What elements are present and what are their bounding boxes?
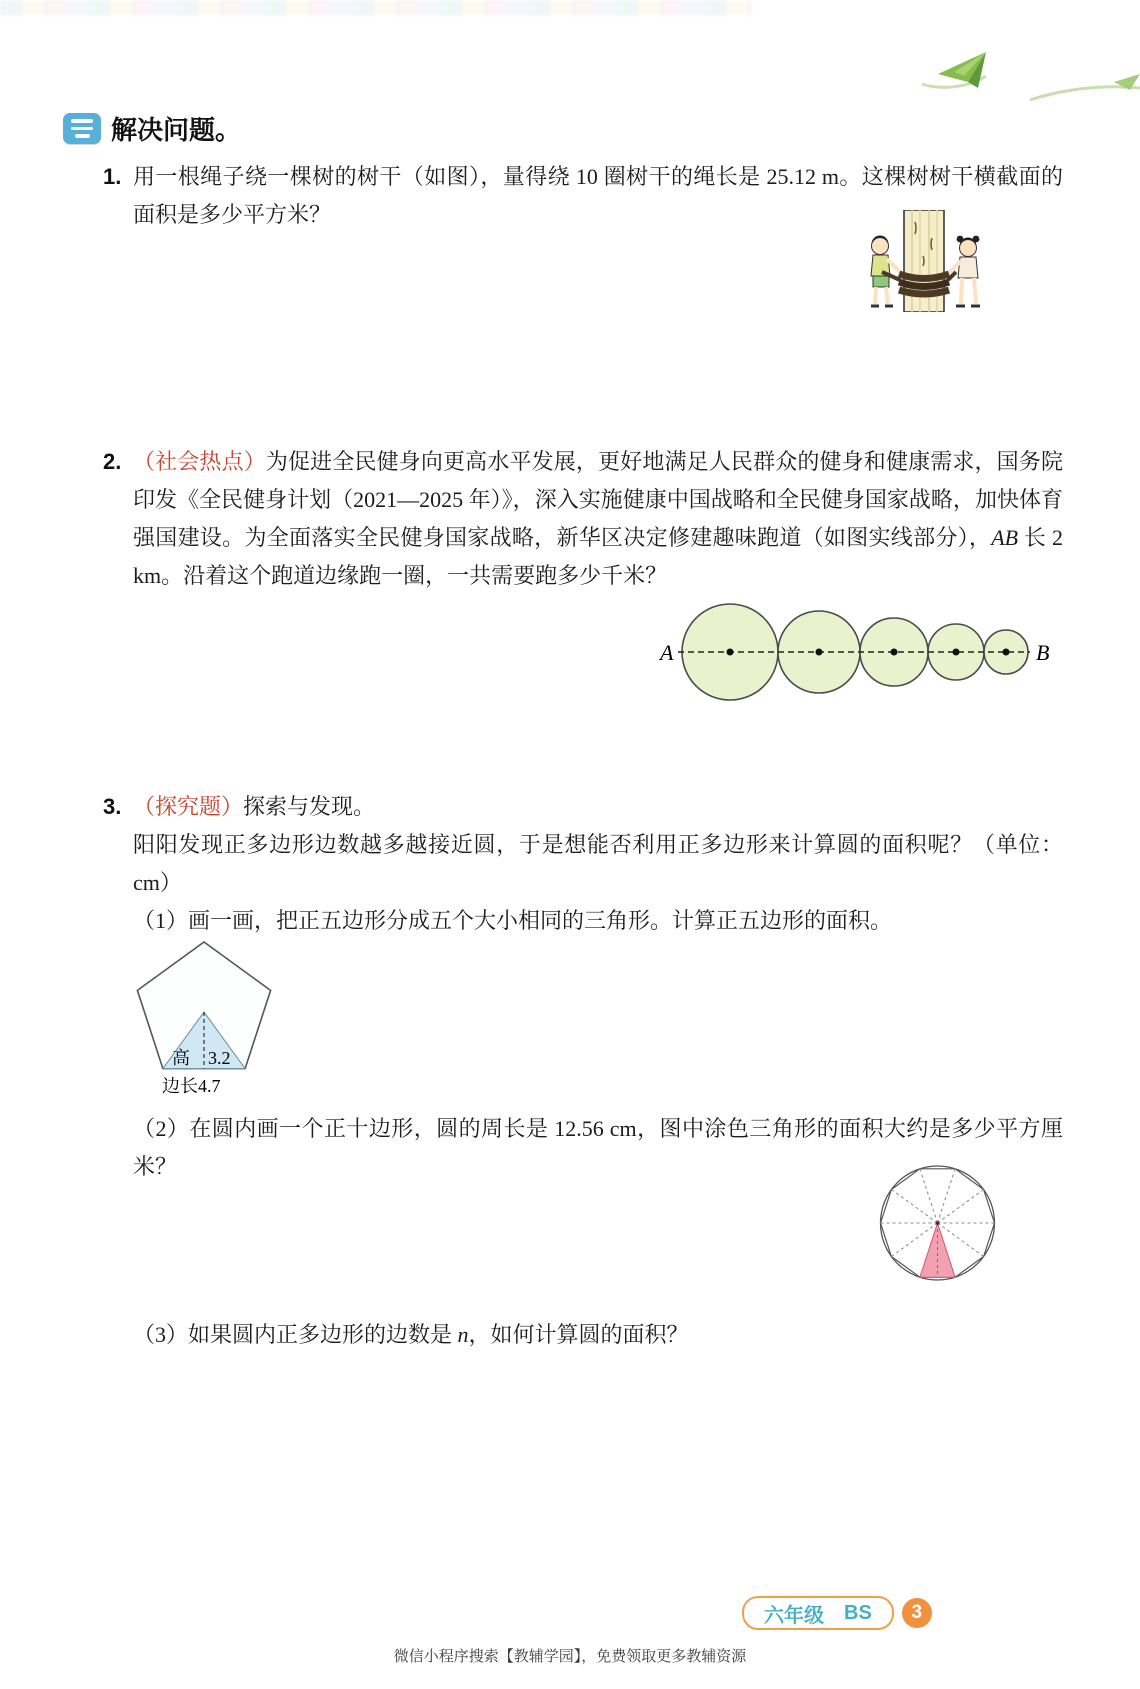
grade-edition-badge — [742, 1596, 894, 1630]
question-3-heading — [133, 788, 1063, 826]
decagon-circle-figure — [875, 1163, 1000, 1288]
question-3-title: 探索与发现。 — [243, 794, 376, 819]
question-3-part3-text — [133, 1316, 1063, 1354]
part3-after: ，如何计算圆的面积？ — [468, 1322, 689, 1347]
section-marker-icon — [63, 113, 101, 144]
question-2-tag: （社会热点） — [133, 449, 266, 474]
grade-label: 六年级 — [764, 1604, 824, 1627]
center-dot-2 — [816, 649, 823, 656]
question-2-text-before: 为促进全民健身向更高水平发展，更好地满足人民群众的健身和健康需求，国务院印发《全民健身计划（2021—2025 年）》，深入实施健康中国战略和全民健身国家战略，加快体育强国建设。为全面落实全民健身国家战略，新华区决定修建趣味跑道（如图实线部分）， — [133, 449, 1063, 550]
question-1-text: 用一根绳子绕一棵树的树干（如图），量得绕 10 圈树干的绳长是 25.12 m。这棵树树干横截面的面积是多少平方米？ — [133, 164, 1063, 227]
question-2-ab-var: AB — [991, 525, 1019, 550]
decagon-center-dot — [936, 1221, 940, 1225]
point-b-label: B — [1036, 640, 1050, 665]
section-title: 解决问题。 — [111, 115, 242, 145]
point-a-label: A — [660, 640, 674, 665]
height-value: 3.2 — [208, 1048, 231, 1068]
section-header — [63, 110, 241, 147]
question-2-text — [133, 443, 1063, 595]
footer — [742, 1596, 932, 1630]
question-3-tag: （探究题） — [133, 794, 244, 819]
question-2 — [103, 443, 1063, 595]
leaf-swoosh-icon — [1030, 72, 1140, 108]
question-3-part3 — [133, 1316, 1063, 1354]
center-dot-5 — [1003, 649, 1010, 656]
question-3-intro: 阳阳发现正多边形边数越多越接近圆，于是想能否利用正多边形来计算圆的面积呢？（单位：cm） — [133, 832, 1063, 895]
girl-figure — [949, 236, 980, 306]
tree-rope-illustration — [852, 210, 997, 312]
question-3-part2-text: （2）在圆内画一个正十边形，圆的周长是 12.56 cm，图中涂色三角形的面积大约是多少平方厘米？ — [133, 1116, 1063, 1179]
boy-figure — [871, 236, 900, 306]
center-dot-4 — [953, 649, 960, 656]
center-dot-1 — [727, 649, 734, 656]
height-label: 高 — [172, 1048, 190, 1068]
question-3-number: 3. — [103, 794, 122, 819]
question-2-text-after: 长 2 km。沿着这个跑道边缘跑一圈，一共需要跑多少千米？ — [133, 525, 1063, 588]
pentagon-figure — [112, 934, 297, 1106]
page-number-badge: 3 — [902, 1598, 932, 1628]
track-circles-diagram — [638, 596, 1058, 708]
bottom-note: 微信小程序搜索【教辅学园】，免费领取更多教辅资源 — [393, 1648, 747, 1665]
edition-label: BS — [844, 1601, 872, 1624]
part3-n-var: n — [457, 1322, 469, 1347]
question-2-number: 2. — [103, 449, 122, 474]
question-3 — [103, 788, 1063, 940]
paper-plane-icon — [920, 50, 1010, 102]
rope-coil — [882, 272, 956, 294]
part3-before: （3）如果圆内正多边形的边数是 — [133, 1322, 458, 1347]
top-decorative-strip — [0, 0, 752, 16]
center-dot-3 — [891, 649, 898, 656]
question-1-number: 1. — [103, 164, 122, 189]
side-length-label: 边长4.7 — [162, 1076, 221, 1096]
question-3-part1: （1）画一画，把正五边形分成五个大小相同的三角形。计算正五边形的面积。 — [133, 908, 893, 933]
